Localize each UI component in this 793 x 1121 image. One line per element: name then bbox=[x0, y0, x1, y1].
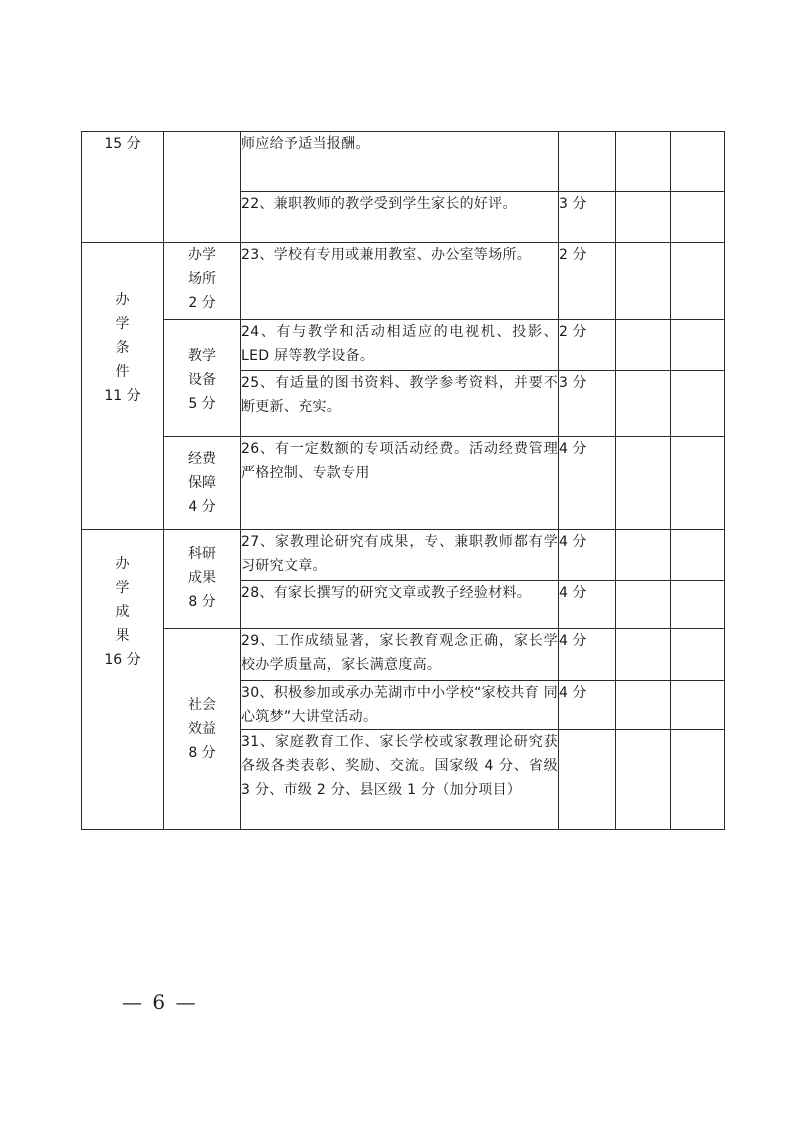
subcategory-cell bbox=[164, 132, 241, 243]
blank-cell bbox=[616, 371, 671, 437]
category-cell bbox=[82, 243, 164, 530]
evaluation-table bbox=[81, 131, 725, 830]
subcategory-cell: 科研 成果 8 分 bbox=[164, 530, 241, 629]
subcategory-cell: 办学 场所 2 分 bbox=[164, 243, 241, 320]
item-cell: 25、有适量的图书资料、教学参考资料，并要不断更新、充实。 bbox=[241, 371, 559, 437]
blank-cell bbox=[616, 730, 671, 830]
blank-cell bbox=[616, 681, 671, 730]
category-label: 办 学 成 果 16 分 bbox=[104, 556, 141, 668]
table-row bbox=[82, 320, 725, 371]
table-row bbox=[82, 437, 725, 530]
score-cell: 4 分 bbox=[559, 681, 616, 730]
category-cell: 15 分 bbox=[82, 132, 164, 243]
blank-cell bbox=[671, 730, 725, 830]
blank-cell bbox=[671, 320, 725, 371]
item-cell: 师应给予适当报酬。 bbox=[241, 132, 559, 192]
item-cell: 31、家庭教育工作、家长学校或家教理论研究获各级各类表彰、奖励、交流。国家级 4 分、省级 3 分、市级 2 分、县区级 1 分（加分项目） bbox=[241, 730, 559, 830]
subcategory-cell: 经费 保障 4 分 bbox=[164, 437, 241, 530]
blank-cell bbox=[671, 243, 725, 320]
blank-cell bbox=[671, 581, 725, 629]
blank-cell bbox=[616, 132, 671, 192]
score-cell: 3 分 bbox=[559, 192, 616, 243]
score-cell bbox=[559, 132, 616, 192]
blank-cell bbox=[671, 681, 725, 730]
item-cell: 23、学校有专用或兼用教室、办公室等场所。 bbox=[241, 243, 559, 320]
score-cell: 2 分 bbox=[559, 243, 616, 320]
score-cell: 4 分 bbox=[559, 581, 616, 629]
table-row bbox=[82, 629, 725, 681]
score-cell: 4 分 bbox=[559, 629, 616, 681]
blank-cell bbox=[616, 320, 671, 371]
blank-cell bbox=[616, 581, 671, 629]
score-cell: 3 分 bbox=[559, 371, 616, 437]
table-row bbox=[82, 530, 725, 581]
blank-cell bbox=[671, 371, 725, 437]
page-number: — 6 — bbox=[122, 990, 198, 1014]
item-cell: 27、家教理论研究有成果，专、兼职教师都有学习研究文章。 bbox=[241, 530, 559, 581]
score-cell: 4 分 bbox=[559, 530, 616, 581]
blank-cell bbox=[671, 132, 725, 192]
item-cell: 28、有家长撰写的研究文章或教子经验材料。 bbox=[241, 581, 559, 629]
table-row bbox=[82, 132, 725, 192]
blank-cell bbox=[671, 629, 725, 681]
blank-cell bbox=[616, 530, 671, 581]
subcategory-cell: 教学 设备 5 分 bbox=[164, 320, 241, 437]
score-cell: 4 分 bbox=[559, 437, 616, 530]
blank-cell bbox=[616, 437, 671, 530]
item-cell: 30、积极参加或承办芜湖市中小学校“家校共育 同心筑梦”大讲堂活动。 bbox=[241, 681, 559, 730]
item-cell: 26、有一定数额的专项活动经费。活动经费管理严格控制、专款专用 bbox=[241, 437, 559, 530]
blank-cell bbox=[616, 192, 671, 243]
item-cell: 22、兼职教师的教学受到学生家长的好评。 bbox=[241, 192, 559, 243]
table-row bbox=[82, 243, 725, 320]
blank-cell bbox=[671, 437, 725, 530]
subcategory-cell: 社会 效益 8 分 bbox=[164, 629, 241, 830]
item-cell: 24、有与教学和活动相适应的电视机、投影、LED 屏等教学设备。 bbox=[241, 320, 559, 371]
blank-cell bbox=[616, 629, 671, 681]
score-cell bbox=[559, 730, 616, 830]
blank-cell bbox=[671, 530, 725, 581]
category-cell bbox=[82, 530, 164, 830]
category-label: 办 学 条 件 11 分 bbox=[104, 292, 141, 404]
blank-cell bbox=[616, 243, 671, 320]
score-cell: 2 分 bbox=[559, 320, 616, 371]
item-cell: 29、工作成绩显著，家长教育观念正确，家长学校办学质量高，家长满意度高。 bbox=[241, 629, 559, 681]
blank-cell bbox=[671, 192, 725, 243]
